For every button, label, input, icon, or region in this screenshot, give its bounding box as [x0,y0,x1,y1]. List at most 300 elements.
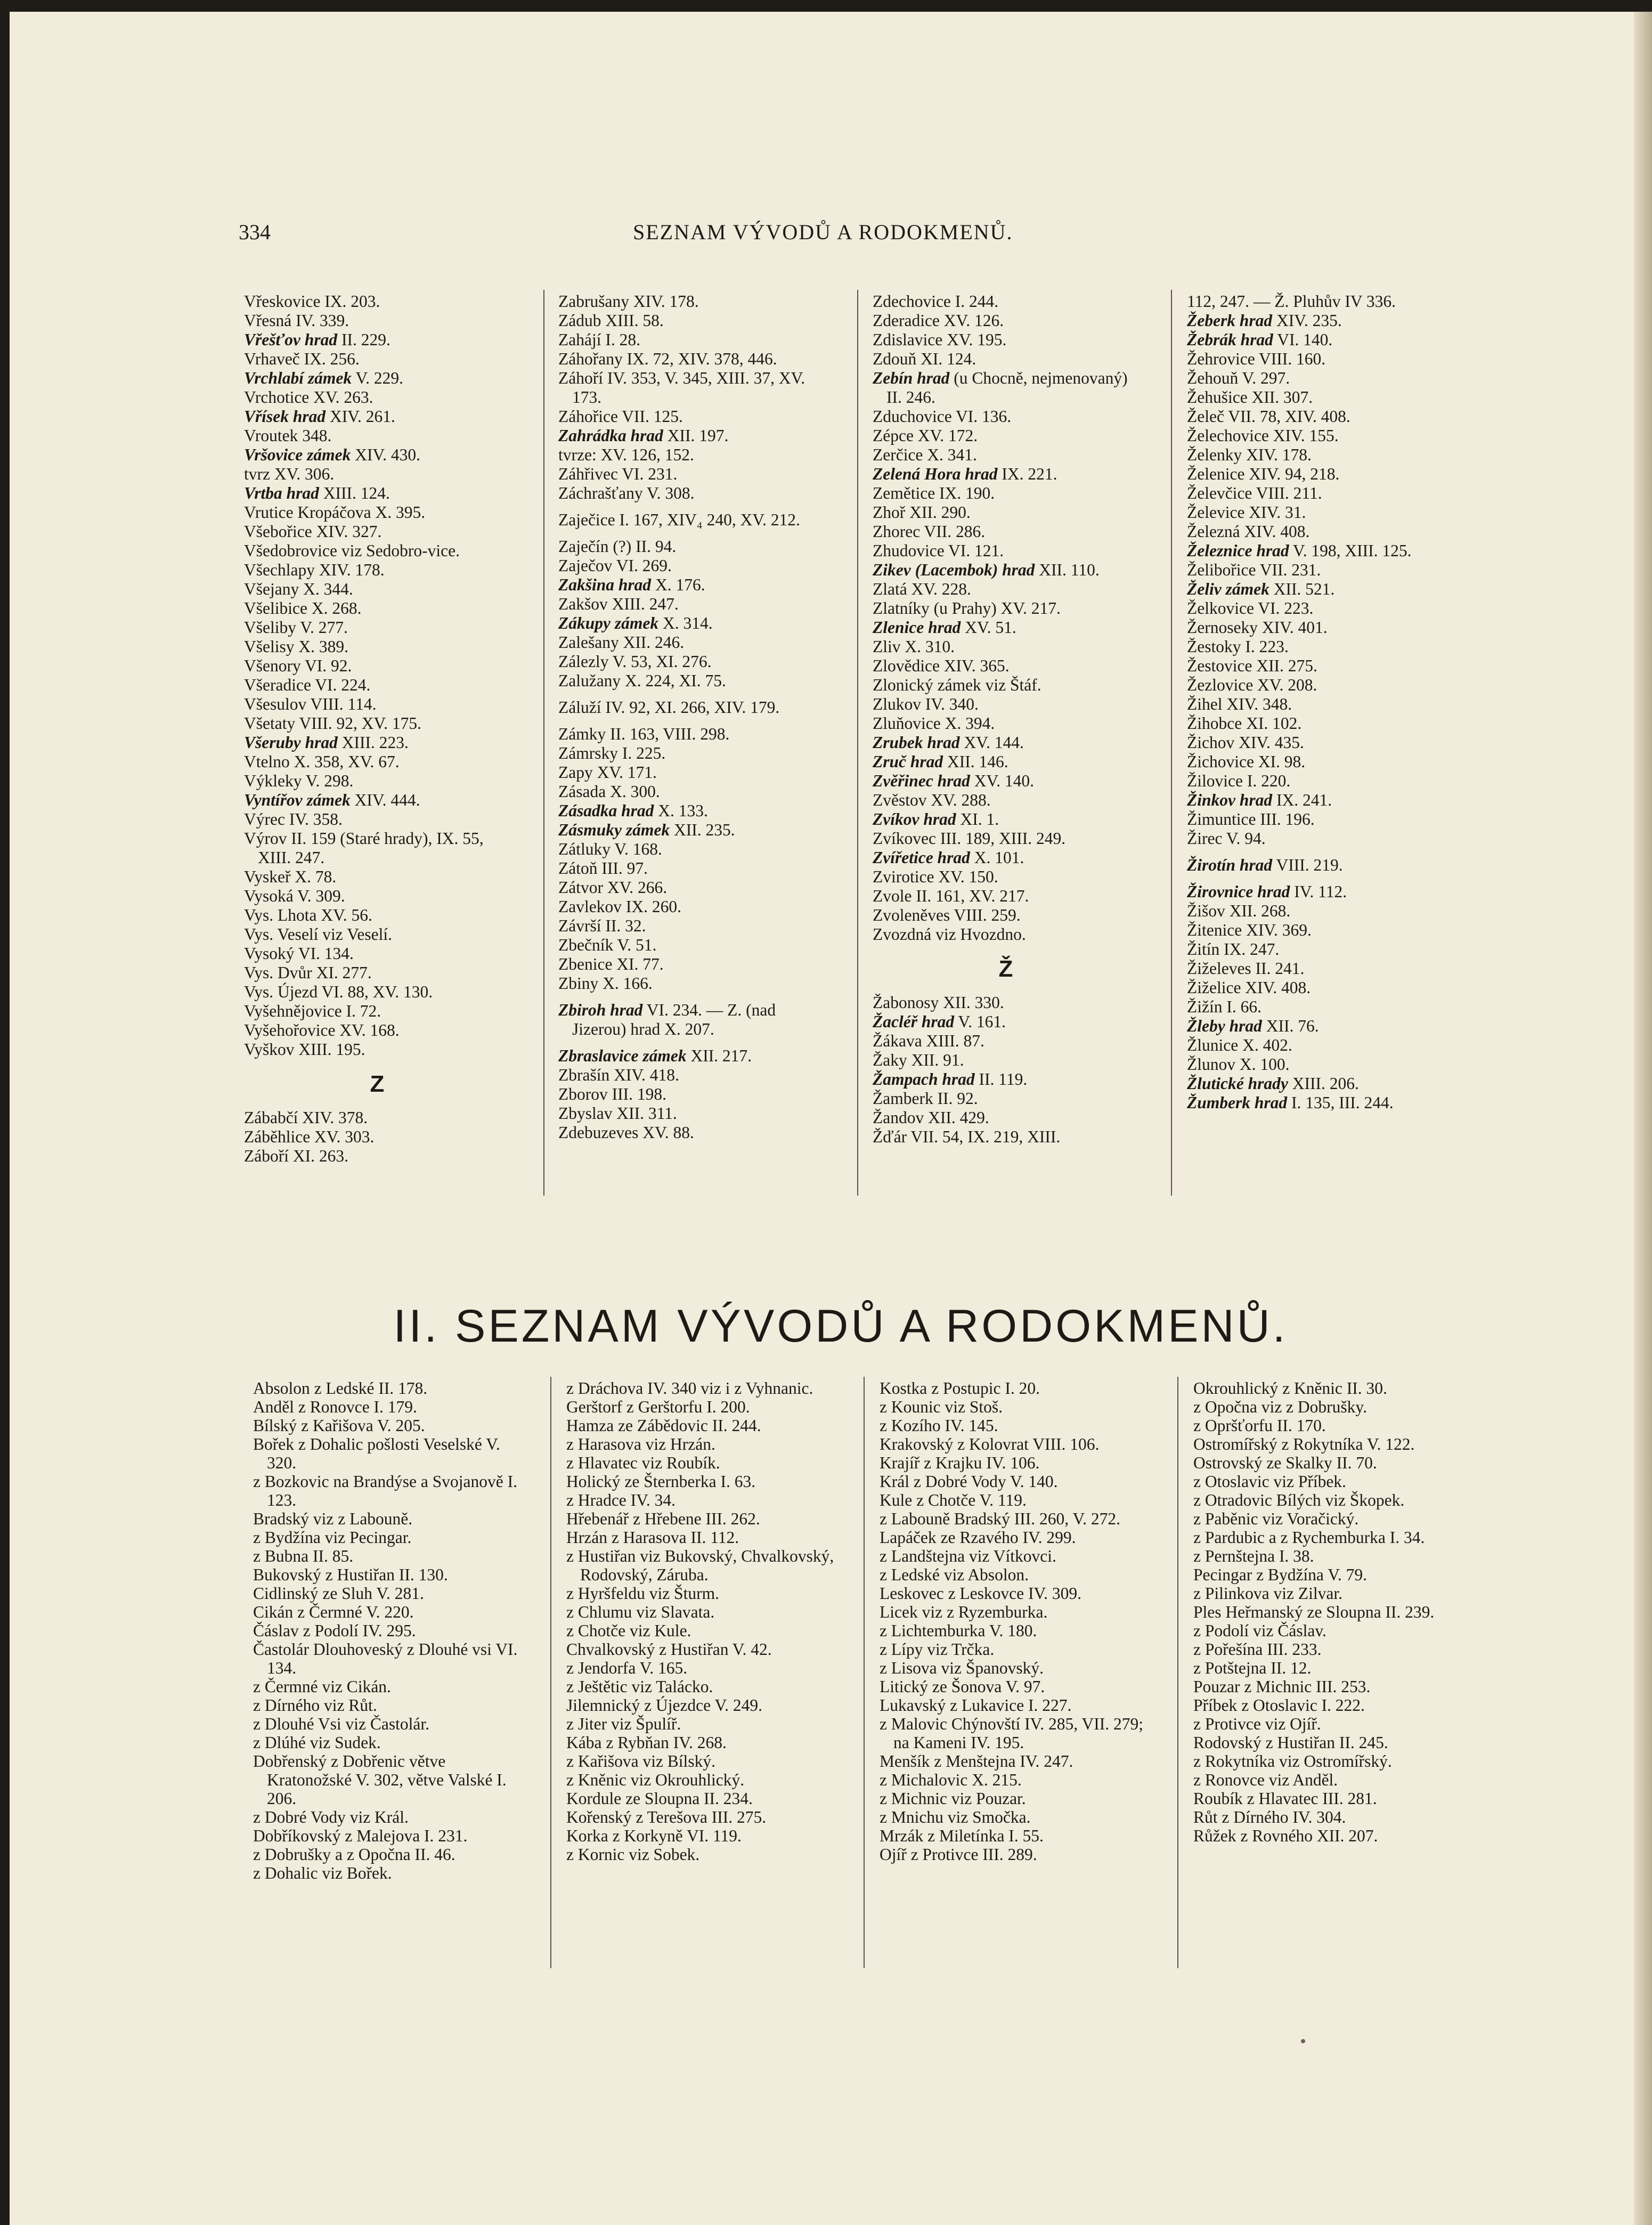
index-entry: z Ronovce viz Anděl. [1193,1771,1338,1789]
index-entry: z Malovic Chýnovští IV. 285, VII. 279; na Kameni IV. 195. [880,1715,1143,1752]
index-entry [244,407,510,426]
index-entry: z Bydžína viz Pecingar. [253,1528,412,1547]
index-entry: Ojíř z Protivce III. 289. [880,1845,1037,1864]
lineage-column-2 [566,1379,843,1864]
entry-reference: V. 198, XIII. 125. [1289,541,1412,560]
index-entry: Kostka z Postupic I. 20. [880,1379,1040,1398]
index-entry: Žehušice XII. 307. [1187,388,1313,407]
castle-name: Zikev (Lacembok) hrad [873,561,1035,579]
castle-name: Zvíkov hrad [873,810,956,829]
index-entry: z Dobrušky a z Opočna II. 46. [253,1845,455,1864]
entry-reference: XII. 217. [686,1046,752,1065]
index-entry: z Dobré Vody viz Král. [253,1808,409,1826]
index-entry: Žernoseky XIV. 401. [1187,618,1328,637]
index-entry: Žichov XIV. 435. [1187,733,1304,752]
index-entry: Žišov XII. 268. [1187,902,1291,920]
index-entry: Pecingar z Bydžína V. 79. [1193,1565,1368,1584]
column-rule [1177,1377,1178,1968]
index-entry: Žiželice XIV. 408. [1187,978,1311,997]
entry-reference: XV. 140. [970,772,1035,790]
index-entry: Cidlinský ze Sluh V. 281. [253,1584,424,1603]
index-entry: z Potštejna II. 12. [1193,1659,1312,1677]
lineage-column-4 [1193,1379,1470,1845]
index-entry: Menšík z Menštejna IV. 247. [880,1752,1073,1771]
index-entry: Želechovice XIV. 155. [1187,426,1339,445]
index-entry: Želenice XIV. 94, 218. [1187,465,1340,483]
index-entry: z Lichtemburka V. 180. [880,1621,1037,1640]
index-entry [244,733,510,752]
index-entry: Roubík z Hlavatec III. 281. [1193,1789,1377,1808]
index-entry: Zhudovice VI. 121. [873,541,1004,560]
page-number: 334 [239,220,271,244]
index-entry: Zátoň III. 97. [558,859,648,878]
index-entry: Vyšehořovice XV. 168. [244,1021,400,1040]
column-rule [543,290,544,1196]
index-entry: Zvole II. 161, XV. 217. [873,887,1029,905]
index-entry: z Kounic viz Stoš. [880,1398,1003,1416]
index-entry: z Otoslavic viz Příbek. [1193,1472,1346,1491]
index-entry: Vrutice Kropáčova X. 395. [244,503,426,522]
index-entry: Záluží IV. 92, XI. 266, XIV. 179. [558,698,780,717]
index-entry [873,848,1139,867]
index-entry: Bradský viz z Labouně. [253,1509,413,1528]
castle-name: Zásmuky zámek [558,821,670,839]
castle-name: Zakšina hrad [558,575,652,594]
entry-reference: IV. 112. [1290,882,1347,901]
index-entry: Všechlapy XIV. 178. [244,561,385,579]
index-entry: Žehouň V. 297. [1187,369,1290,387]
index-entry: z Dírného viz Růt. [253,1696,377,1715]
index-entry [558,821,825,840]
castle-name: Žirotín hrad [1187,856,1273,874]
index-entry: Zdebuzeves XV. 88. [558,1123,694,1142]
index-entry: Vys. Veselí viz Veselí. [244,925,392,944]
index-entry: Zámky II. 163, VIII. 298. [558,725,730,743]
entry-reference: II. 119. [974,1070,1028,1089]
index-entry: Zbečník V. 51. [558,936,657,954]
index-entry: z Kněnic viz Okrouhlický. [566,1771,745,1789]
index-entry [558,1046,825,1066]
index-entry: Lukavský z Lukavice I. 227. [880,1696,1072,1715]
index-entry [1187,882,1453,902]
index-entry: Hamza ze Zábědovic II. 244. [566,1416,761,1435]
index-entry: Zábabčí XIV. 378. [244,1108,368,1127]
index-entry: z Dohalic viz Bořek. [253,1864,392,1882]
castle-name: Žleby hrad [1187,1017,1262,1035]
index-entry: z Podolí viz Čáslav. [1193,1621,1327,1640]
index-entry: Kule z Chotče V. 119. [880,1491,1027,1509]
index-entry: Anděl z Ronovce I. 179. [253,1398,417,1416]
entry-reference: X. 314. [658,614,713,632]
index-entry: Žaky XII. 91. [873,1051,964,1069]
index-entry: Žitín IX. 247. [1187,940,1280,959]
entry-reference: XIV. 235. [1272,311,1342,330]
index-entry: Všebořice XIV. 327. [244,522,382,541]
castle-name: Železnice hrad [1187,541,1289,560]
index-entry: Vyskeř X. 78. [244,867,337,886]
index-entry: Korka z Korkyně VI. 119. [566,1826,742,1845]
index-entry: Zlatá XV. 228. [873,580,971,598]
index-entry: Zvěstov XV. 288. [873,791,991,809]
index-entry: Želevice XIV. 31. [1187,503,1306,522]
column-rule [550,1377,551,1968]
index-entry: z Lípy viz Trčka. [880,1640,995,1659]
castle-name: Zahrádka hrad [558,426,663,445]
index-entry: Leskovec z Leskovce IV. 309. [880,1584,1082,1603]
index-entry: Výrec IV. 358. [244,810,343,829]
index-entry: Zlonický zámek viz Štáf. [873,676,1041,694]
index-entry: Dobříkovský z Malejova I. 231. [253,1826,468,1845]
index-entry: Litický ze Šonova V. 97. [880,1677,1045,1696]
index-entry: Zhoř XII. 290. [873,503,971,522]
entry-reference: VI. 140. [1273,330,1333,349]
index-entry: z Čermné viz Cikán. [253,1677,391,1696]
index-entry: Růt z Dírného IV. 304. [1193,1808,1346,1826]
index-entry: Výrov II. 159 (Staré hrady), IX. 55, XIII. 247. [244,829,484,867]
index-entry: Zálezly V. 53, XI. 276. [558,652,712,671]
index-entry: Vtelno X. 358, XV. 67. [244,752,400,771]
index-entry: Žďár VII. 54, IX. 219, XIII. [873,1127,1061,1146]
index-entry: Častolár Dlouhoveský z Dlouhé vsi VI. 134. [253,1640,518,1677]
index-entry: Vřesná IV. 339. [244,311,349,330]
index-entry: z Bubna II. 85. [253,1547,354,1565]
index-entry: Žabonosy XII. 330. [873,993,1004,1012]
castle-name: Žinkov hrad [1187,791,1273,809]
castle-name: Zruč hrad [873,752,943,771]
column-rule [864,1377,865,1968]
index-entry: tvrz XV. 306. [244,465,335,483]
castle-name: Žeberk hrad [1187,311,1273,330]
index-entry: Žákava XIII. 87. [873,1032,984,1050]
castle-name: Zvěřinec hrad [873,772,970,790]
index-entry: Jilemnický z Újezdce V. 249. [566,1696,763,1715]
index-entry [873,733,1139,752]
index-entry: Žitenice XIV. 369. [1187,921,1312,939]
index-entry [244,445,510,465]
index-entry [1187,330,1453,350]
index-entry: Zborov III. 198. [558,1085,666,1103]
index-entry: z Bozkovic na Brandýse a Svojanově I. 123. [253,1472,517,1509]
index-entry: Záhřivec VI. 231. [558,465,678,483]
index-entry: Zduchovice VI. 136. [873,407,1012,426]
index-entry: Zvozdná viz Hvozdno. [873,925,1026,944]
index-entry: Kořenský z Terešova III. 275. [566,1808,767,1826]
index-entry: Zvoleněves VIII. 259. [873,906,1021,924]
index-entry: z Mnichu viz Smočka. [880,1808,1031,1826]
entry-reference: I. 135, III. 244. [1287,1093,1394,1112]
index-column-1 [244,292,510,1166]
index-entry [1187,541,1453,561]
index-entry: z Pernštejna I. 38. [1193,1547,1314,1565]
index-entry [558,575,825,595]
index-entry: Všejany X. 344. [244,580,353,598]
index-entry: Kába z Rybňan IV. 268. [566,1733,727,1752]
index-entry: z Lisova viz Španovský. [880,1659,1044,1677]
index-entry: Zlatníky (u Prahy) XV. 217. [873,599,1061,618]
index-entry [1187,856,1453,875]
index-entry [873,369,1139,407]
index-entry: Záhořany IX. 72, XIV. 378, 446. [558,350,777,368]
castle-name: Vrtba hrad [244,484,319,502]
index-entry [558,614,825,633]
castle-name: Žebrák hrad [1187,330,1273,349]
index-entry [873,752,1139,772]
index-entry: Zabrušany XIV. 178. [558,292,699,311]
index-entry: Zaječice I. 167, XIV₄ 240, XV. 212. [558,510,800,529]
entry-reference: XII. 110. [1035,561,1100,579]
index-entry: Čáslav z Podolí IV. 295. [253,1621,416,1640]
index-entry [873,465,1139,484]
index-entry: Želibořice VII. 231. [1187,561,1321,579]
index-entry: Žestovice XII. 275. [1187,656,1317,675]
castle-name: Žumberk hrad [1187,1093,1288,1112]
index-entry: Všetaty VIII. 92, XV. 175. [244,714,422,733]
index-entry: Vysoký VI. 134. [244,944,354,963]
entry-reference: (u Chocně, nejmenovaný) II. 246. [886,369,1128,407]
index-entry: Žezlovice XV. 208. [1187,676,1317,694]
entry-reference: X. 101. [970,848,1024,867]
index-entry: z Kozího IV. 145. [880,1416,998,1435]
castle-name: Žlutické hrady [1187,1074,1288,1093]
index-entry [873,810,1139,829]
index-entry [873,1012,1139,1032]
index-entry: z Jendorfa V. 165. [566,1659,688,1677]
index-entry: Lapáček ze Rzavého IV. 299. [880,1528,1076,1547]
index-entry: Zdechovice I. 244. [873,292,999,311]
castle-name: Vrchlabí zámek [244,369,352,387]
entry-reference: XIII. 124. [319,484,390,502]
index-column-3 [873,292,1139,1147]
column-rule [857,290,858,1196]
castle-name: Vršovice zámek [244,445,351,464]
index-entry: Žilovice I. 220. [1187,772,1291,790]
index-entry: Žimuntice III. 196. [1187,810,1315,829]
index-entry: Zbenice XI. 77. [558,955,664,973]
index-entry: Žižín I. 66. [1187,997,1262,1016]
section-title: II. SEZNAM VÝVODŮ A RODOKMENŮ. [393,1300,1288,1352]
index-entry: Záchrašťany V. 308. [558,484,695,502]
entry-reference: XII. 521. [1269,580,1335,598]
index-entry: Vys. Újezd VI. 88, XV. 130. [244,982,433,1001]
index-entry: z Pořešína III. 233. [1193,1640,1322,1659]
index-entry: Zádub XIII. 58. [558,311,664,330]
index-entry: z Hradce IV. 34. [566,1491,676,1509]
entry-reference: VI. 234. — Z. (nad Jizerou) hrad X. 207. [572,1001,776,1038]
index-entry: Želenky XIV. 178. [1187,445,1312,464]
index-entry: Zbrašín XIV. 418. [558,1066,679,1084]
entry-reference: V. 161. [954,1012,1006,1031]
index-entry: z Hlavatec viz Roubík. [566,1453,720,1472]
index-entry: Krajíř z Krajku IV. 106. [880,1453,1040,1472]
entry-reference: XIV. 261. [325,407,395,426]
castle-name: Žampach hrad [873,1070,975,1089]
index-entry: Příbek z Otoslavic I. 222. [1193,1696,1365,1715]
index-entry: Želeč VII. 78, XIV. 408. [1187,407,1350,426]
book-page [10,12,1652,2225]
index-entry: Výkleky V. 298. [244,772,354,790]
index-entry: Zbyslav XII. 311. [558,1104,677,1123]
index-entry: Zaječov VI. 269. [558,556,672,575]
index-entry: Hrzán z Harasova II. 112. [566,1528,739,1547]
index-entry: Zluňovice X. 394. [873,714,995,733]
index-entry: z Otradovic Bílých viz Škopek. [1193,1491,1405,1509]
index-entry: Žehrovice VIII. 160. [1187,350,1326,368]
index-entry [1187,580,1453,599]
entry-reference: V. 229. [352,369,404,387]
letter-heading: Z [370,1071,385,1097]
index-entry: z Rokytníka viz Ostromířský. [1193,1752,1392,1771]
index-entry: z Landštejna viz Vítkovci. [880,1547,1056,1565]
index-entry: Zemětice IX. 190. [873,484,995,502]
index-entry: Zavlekov IX. 260. [558,897,681,916]
index-entry: Želkovice VI. 223. [1187,599,1314,618]
index-entry: z Labouně Bradský III. 260, V. 272. [880,1509,1121,1528]
index-entry: Vyšehnějovice I. 72. [244,1002,381,1020]
index-entry: Žirec V. 94. [1187,829,1266,848]
index-entry: z Michnic viz Pouzar. [880,1789,1026,1808]
castle-name: Vřísek hrad [244,407,326,426]
entry-reference: VIII. 219. [1272,856,1343,874]
index-entry: Závrší II. 32. [558,916,646,935]
index-entry: Žestoky I. 223. [1187,637,1289,656]
entry-reference: XII. 146. [943,752,1008,771]
index-entry: Všesulov VIII. 114. [244,695,377,713]
index-entry: Zderadice XV. 126. [873,311,1004,330]
index-entry: Vyškov XIII. 195. [244,1040,365,1059]
index-entry: Zerčice X. 341. [873,445,977,464]
index-entry: Vys. Lhota XV. 56. [244,906,372,924]
index-entry: Dobřenský z Dobřenic větve Kratonožské V. 302, větve Valské I. 206. [253,1752,507,1808]
castle-name: Zelená Hora hrad [873,465,998,483]
entry-reference: X. 176. [651,575,705,594]
index-entry: Ostromířský z Rokytníka V. 122. [1193,1435,1415,1453]
index-entry: Zátluky V. 168. [558,840,662,858]
index-entry: Všeliby V. 277. [244,618,348,637]
index-entry [244,484,510,503]
index-entry: Zámrsky I. 225. [558,744,666,762]
index-entry: Zásada X. 300. [558,782,660,801]
index-entry: Záhoří IV. 353, V. 345, XIII. 37, XV. 173. [558,369,805,407]
index-entry: Zbiny X. 166. [558,974,653,993]
index-entry: z Opršťorfu II. 170. [1193,1416,1326,1435]
index-entry: Růžek z Rovného XII. 207. [1193,1826,1378,1845]
index-entry: Kordule ze Sloupna II. 234. [566,1789,753,1808]
entry-reference: II. 229. [337,330,390,349]
index-entry: z Jiter viz Špulíř. [566,1715,681,1733]
index-entry: Zátvor XV. 266. [558,878,668,897]
index-entry: Absolon z Ledské II. 178. [253,1379,428,1398]
index-entry: Zakšov XIII. 247. [558,595,679,613]
index-entry: Mrzák z Miletínka I. 55. [880,1826,1044,1845]
index-entry: Záhořice VII. 125. [558,407,683,426]
entry-reference: XIII. 206. [1288,1074,1359,1093]
index-entry: Zdislavice XV. 195. [873,330,1007,349]
castle-name: Žirovnice hrad [1187,882,1290,901]
index-entry [1187,791,1453,810]
index-entry: z Chlumu viz Slavata. [566,1603,715,1621]
index-entry [873,561,1139,580]
index-entry: Žichovice XI. 98. [1187,752,1306,771]
entry-reference: XIV. 430. [351,445,421,464]
index-entry: z Hustiřan viz Bukovský, Chvalkovský, Rodovský, Záruba. [566,1547,834,1584]
index-entry: Vroutek 348. [244,426,332,445]
castle-name: Zbraslavice zámek [558,1046,687,1065]
index-entry: Záboří XI. 263. [244,1147,348,1165]
entry-reference: XI. 1. [956,810,999,829]
entry-reference: XV. 144. [959,733,1024,752]
index-entry: z Pardubic a z Rychemburka I. 34. [1193,1528,1425,1547]
index-entry: Železná XIV. 408. [1187,522,1310,541]
index-entry [558,1001,825,1039]
index-column-2 [558,292,825,1142]
castle-name: Vyntířov zámek [244,791,351,809]
index-entry: Zalešany XII. 246. [558,633,685,652]
index-entry: z Dráchova IV. 340 viz i z Vyhnanic. [566,1379,813,1398]
index-entry [1187,311,1453,330]
index-entry: Všelibice X. 268. [244,599,362,618]
index-entry: Cikán z Čermné V. 220. [253,1603,414,1621]
index-entry: Zliv X. 310. [873,637,955,656]
index-entry: Želevčice VIII. 211. [1187,484,1322,502]
index-entry: 112, 247. — Ž. Pluhův IV 336. [1187,292,1396,311]
index-entry: Zlovědice XIV. 365. [873,656,1010,675]
index-entry: z Ještětic viz Talácko. [566,1677,713,1696]
index-entry: z Pilinkova viz Zilvar. [1193,1584,1342,1603]
castle-name: Želiv zámek [1187,580,1269,598]
entry-reference: XV. 51. [961,618,1016,637]
index-entry: z Chotče viz Kule. [566,1621,691,1640]
entry-reference: IX. 241. [1272,791,1332,809]
index-entry: z Michalovic X. 215. [880,1771,1022,1789]
entry-reference: XII. 197. [663,426,729,445]
index-entry: Žamberk II. 92. [873,1089,978,1108]
index-column-4 [1187,292,1453,1112]
entry-reference: X. 133. [654,801,708,820]
index-entry: z Kornic viz Sobek. [566,1845,700,1864]
lineage-column-1 [253,1379,530,1882]
index-entry [244,369,510,388]
index-entry: Ostrovský ze Skalky II. 70. [1193,1453,1377,1472]
index-entry: z Harasova viz Hrzán. [566,1435,715,1453]
castle-name: Zákupy zámek [558,614,659,632]
index-entry: Rodovský z Hustiřan II. 245. [1193,1733,1388,1752]
index-entry [1187,1017,1453,1036]
index-entry: Žihel XIV. 348. [1187,695,1292,713]
index-entry: Zdouň XI. 124. [873,350,976,368]
ink-speck [1301,2039,1305,2043]
index-entry: Licek viz z Ryzemburka. [880,1603,1048,1621]
letter-heading: Ž [998,956,1013,982]
index-entry [873,618,1139,637]
castle-name: Zlenice hrad [873,618,961,637]
index-entry: Všedobrovice viz Sedobro-vice. [244,541,460,560]
page-gutter-shadow [1634,12,1652,2225]
index-entry: Hřebenář z Hřebene III. 262. [566,1509,760,1528]
index-entry: Zvirotice XV. 150. [873,867,998,886]
entry-reference: IX. 221. [997,465,1057,483]
index-entry: Zaječín (?) II. 94. [558,537,677,556]
index-entry [558,426,825,445]
entry-reference: XIV. 444. [350,791,420,809]
castle-name: Zvířetice hrad [873,848,970,867]
index-entry: Zahájí I. 28. [558,330,640,349]
index-entry: Žlunov X. 100. [1187,1055,1290,1074]
index-entry: Vrhaveč IX. 256. [244,350,360,368]
index-entry: Okrouhlický z Kněnic II. 30. [1193,1379,1387,1398]
index-entry: z Dlouhé Vsi viz Častolár. [253,1715,429,1733]
entry-reference: XIII. 223. [337,733,409,752]
index-entry: Gerštorf z Gerštorfu I. 200. [566,1398,750,1416]
